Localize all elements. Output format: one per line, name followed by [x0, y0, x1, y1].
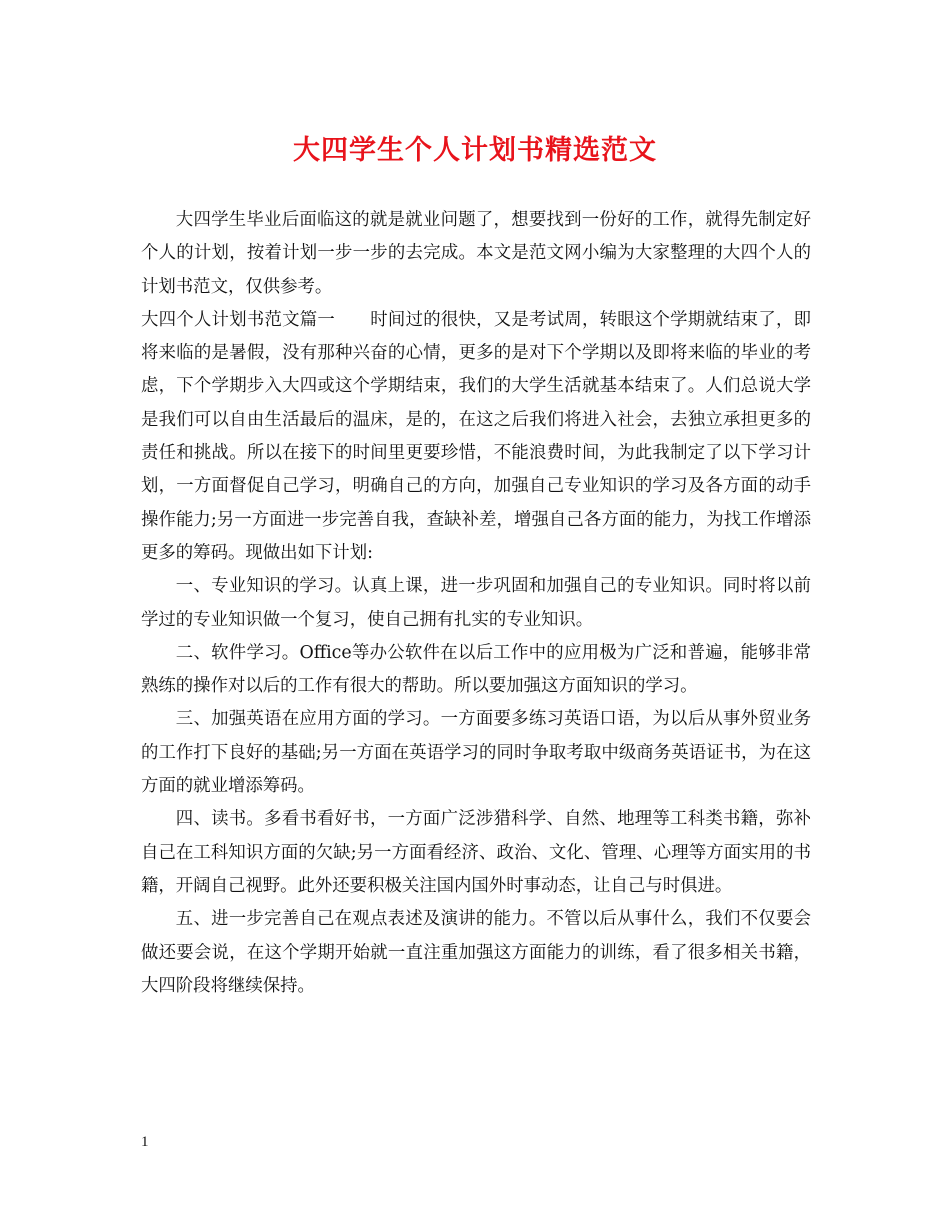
paragraph-item-5: 五、进一步完善自己在观点表述及演讲的能力。不管以后从事什么，我们不仅要会做还要会说，在这个学期开始就一直注重加强这方面能力的训练，看了很多相关书籍，大四阶段将继续保持。 — [141, 909, 811, 996]
page-number: 1 — [141, 1134, 149, 1150]
document-title: 大四学生个人计划书精选范文 — [293, 135, 657, 166]
paragraph-item-2: 二、软件学习。Office等办公软件在以后工作中的应用极为广泛和普遍，能够非常熟练的操作对以后的工作有很大的帮助。所以要加强这方面知识的学习。 — [141, 642, 811, 697]
document-body — [141, 204, 811, 1003]
paragraph-item-3: 三、加强英语在应用方面的学习。一方面要多练习英语口语，为以后从事外贸业务的工作打下良好的基础;另一方面在英语学习的同时争取考取中级商务英语证书，为在这方面的就业增添筹码。 — [141, 709, 811, 797]
paragraph-intro: 大四学生毕业后面临这的就是就业问题了，想要找到一份好的工作，就得先制定好个人的计划，按着计划一步一步的去完成。本文是范文网小编为大家整理的大四个人的计划书范文，仅供参考。 — [141, 210, 811, 297]
paragraph-item-1: 一、专业知识的学习。认真上课，进一步巩固和加强自己的专业知识。同时将以前学过的专业知识做一个复习，使自己拥有扎实的专业知识。 — [141, 576, 811, 630]
paragraph-item-4: 四、读书。多看书看好书，一方面广泛涉猎科学、自然、地理等工科类书籍，弥补自己在工科知识方面的欠缺;另一方面看经济、政治、文化、管理、心理等方面实用的书籍，开阔自己视野。此外还要积极关注国内国外时事动态，让自己与时俱进。 — [141, 809, 811, 896]
paragraph-sample-one: 大四个人计划书范文篇一 时间过的很快，又是考试周，转眼这个学期就结束了，即将来临的是暑假，没有那种兴奋的心情，更多的是对下个学期以及即将来临的毕业的考虑，下个学期步入大四或这个学期结束，我们的大学生活就基本结束了。人们总说大学是我们可以自由生活最后的温床，是的，在这之后我们将进入社会，去独立承担更多的责任和挑战。所以在接下的时间里更要珍惜，不能浪费时间，为此我制定了以下学习计划，一方面督促自己学习，明确自己的方向，加强自己专业知识的学习及各方面的动手操作能力;另一方面进一步完善自我，查缺补差，增强自己各方面的能力，为找工作增添更多的筹码。现做出如下计划: — [141, 309, 811, 563]
